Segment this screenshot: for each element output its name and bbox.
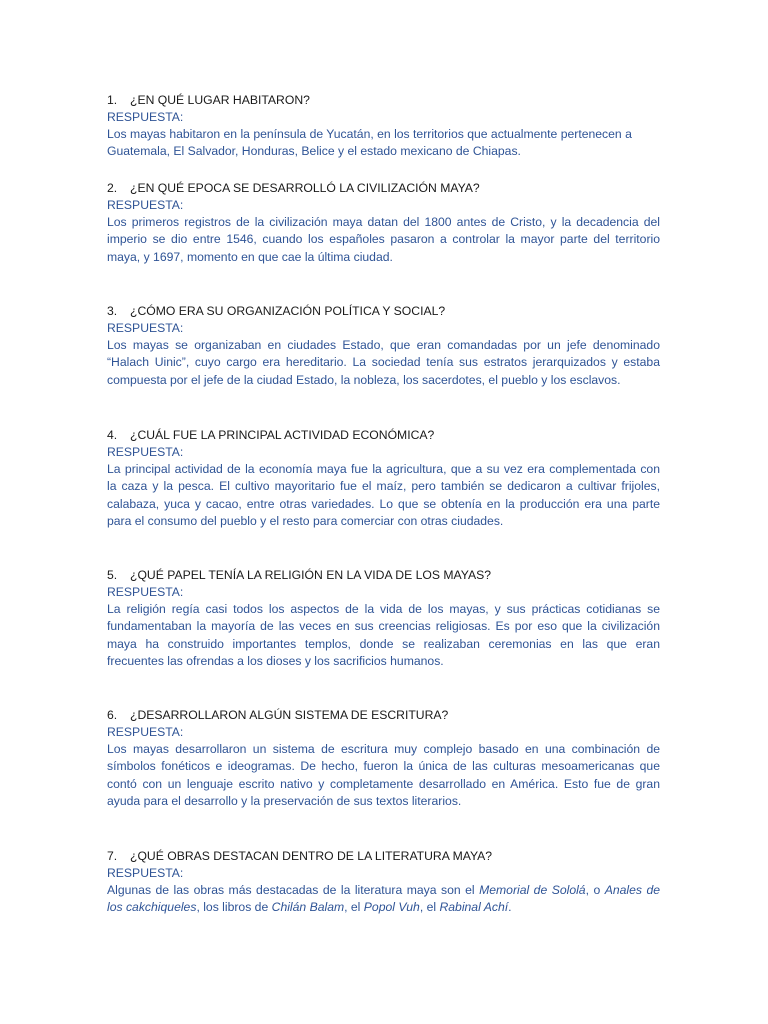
answer-line: La religión regía casi todos los aspectos de la vida de los mayas, y sus prácticas cotidianas se — [107, 602, 660, 616]
answer-5 — [107, 601, 660, 671]
question-5 — [107, 567, 660, 584]
response-label: RESPUESTA: — [107, 198, 184, 212]
answer-text: Algunas de las obras más destacadas de la literatura maya son el — [107, 883, 480, 897]
answer-line: “Halach Uinic”, cuyo cargo era hereditario. La sociedad tenía sus estratos jerarquizados y estaba — [107, 355, 660, 370]
answer-line: Guatemala, El Salvador, Honduras, Belice y el estado mexicano de Chiapas. — [107, 144, 521, 159]
work-title: Anales de — [604, 883, 660, 897]
question-number: 3. — [107, 304, 118, 318]
answer-line — [107, 899, 660, 916]
question-text: ¿DESARROLLARON ALGÚN SISTEMA DE ESCRITURA? — [130, 708, 449, 722]
answer-7 — [107, 882, 660, 917]
work-title: los cakchiqueles — [107, 900, 197, 915]
qa-item-6 — [107, 707, 660, 811]
work-title: Chilán Balam — [271, 900, 345, 915]
answer-text: , el — [419, 900, 440, 915]
answer-line: Los mayas desarrollaron un sistema de escritura muy complejo basado en una combinación de — [107, 742, 660, 756]
answer-line: imperio se dio entre 1546, cuando los españoles pasaron a controlar la mayor parte del territorio — [107, 232, 660, 247]
response-label: RESPUESTA: — [107, 445, 184, 459]
answer-line — [107, 882, 660, 899]
question-text: ¿QUÉ OBRAS DESTACAN DENTRO DE LA LITERATURA MAYA? — [130, 849, 493, 863]
question-number: 4. — [107, 428, 118, 442]
answer-text: , el — [344, 900, 364, 915]
answer-line: contó con un lenguaje escrito nativo y completamente desarrollado en América. Esto fue de gran — [107, 776, 660, 791]
response-label: RESPUESTA: — [107, 585, 184, 599]
question-text: ¿EN QUÉ EPOCA SE DESARROLLÓ LA CIVILIZACIÓN MAYA? — [130, 181, 480, 195]
response-label: RESPUESTA: — [107, 110, 184, 124]
question-7 — [107, 848, 660, 865]
question-text: ¿CUÁL FUE LA PRINCIPAL ACTIVIDAD ECONÓMICA? — [130, 428, 435, 442]
answer-line: maya, y 1697, momento en que cae la última ciudad. — [107, 249, 393, 264]
answer-line: La principal actividad de la economía maya fue la agricultura, que a su vez era complementada con — [107, 462, 660, 476]
answer-line: frecuentes las ofrendas a los dioses y los sacrificios humanos. — [107, 654, 444, 669]
answer-4 — [107, 461, 660, 531]
answer-line: fundamentaban la mayoría de las veces en sus creencias religiosas. Es por eso que la civilización — [107, 619, 660, 634]
question-number: 7. — [107, 849, 118, 863]
answer-1 — [107, 126, 660, 161]
answer-text: . — [508, 900, 512, 915]
question-4 — [107, 427, 660, 444]
work-title: Memorial de Sololá — [479, 883, 586, 897]
question-2 — [107, 180, 660, 197]
question-1 — [107, 92, 660, 109]
answer-6 — [107, 741, 660, 811]
question-6 — [107, 707, 660, 724]
question-number: 5. — [107, 568, 118, 582]
qa-item-4 — [107, 427, 660, 531]
question-3 — [107, 303, 660, 320]
answer-2 — [107, 214, 660, 266]
answer-line: ayuda para el desarrollo y la preservación de sus textos literarios. — [107, 794, 462, 809]
answer-line: Los mayas se organizaban en ciudades Estado, que eran comandadas por un jefe denominado — [107, 338, 660, 352]
answer-line: símbolos fonéticos e ideogramas. De hecho, fueron la única de las culturas mesoamericanas que — [107, 759, 660, 774]
answer-line: maya ha construido importantes templos, donde se realizaban ceremonias en las que eran — [107, 636, 660, 651]
question-text: ¿CÓMO ERA SU ORGANIZACIÓN POLÍTICA Y SOCIAL? — [130, 304, 446, 318]
answer-line: compuesta por el jefe de la ciudad Estado, la nobleza, los sacerdotes, el pueblo y los esclavos. — [107, 372, 621, 387]
qa-item-7 — [107, 848, 660, 917]
answer-line: Los primeros registros de la civilización maya datan del 1800 antes de Cristo, y la decadencia del — [107, 215, 660, 229]
answer-line: para el consumo del pueblo y el resto para comerciar con otras ciudades. — [107, 514, 504, 529]
answer-line: la caza y la pesca. El cultivo mayoritario fue el maíz, pero también se dedicaron a cultivar frijoles, — [107, 479, 660, 494]
answer-line: calabaza, yuca y cacao, entre otras variedades. Lo que se obtenía en la producción era una parte — [107, 496, 660, 511]
qa-item-1 — [107, 92, 660, 161]
question-number: 1. — [107, 93, 118, 107]
response-label: RESPUESTA: — [107, 866, 184, 880]
answer-text: , los libros de — [196, 900, 272, 915]
qa-item-2 — [107, 180, 660, 266]
question-text: ¿EN QUÉ LUGAR HABITARON? — [130, 93, 310, 107]
answer-text: , o — [585, 883, 605, 897]
question-text: ¿QUÉ PAPEL TENÍA LA RELIGIÓN EN LA VIDA DE LOS MAYAS? — [130, 568, 492, 582]
question-number: 6. — [107, 708, 118, 722]
answer-3 — [107, 337, 660, 389]
answer-line: Los mayas habitaron en la península de Yucatán, en los territorios que actualmente pertenecen a — [107, 127, 632, 141]
work-title: Popol Vuh — [363, 900, 420, 915]
response-label: RESPUESTA: — [107, 725, 184, 739]
qa-item-3 — [107, 303, 660, 389]
response-label: RESPUESTA: — [107, 321, 184, 335]
work-title: Rabinal Achí — [439, 900, 509, 915]
question-number: 2. — [107, 181, 118, 195]
qa-item-5 — [107, 567, 660, 671]
